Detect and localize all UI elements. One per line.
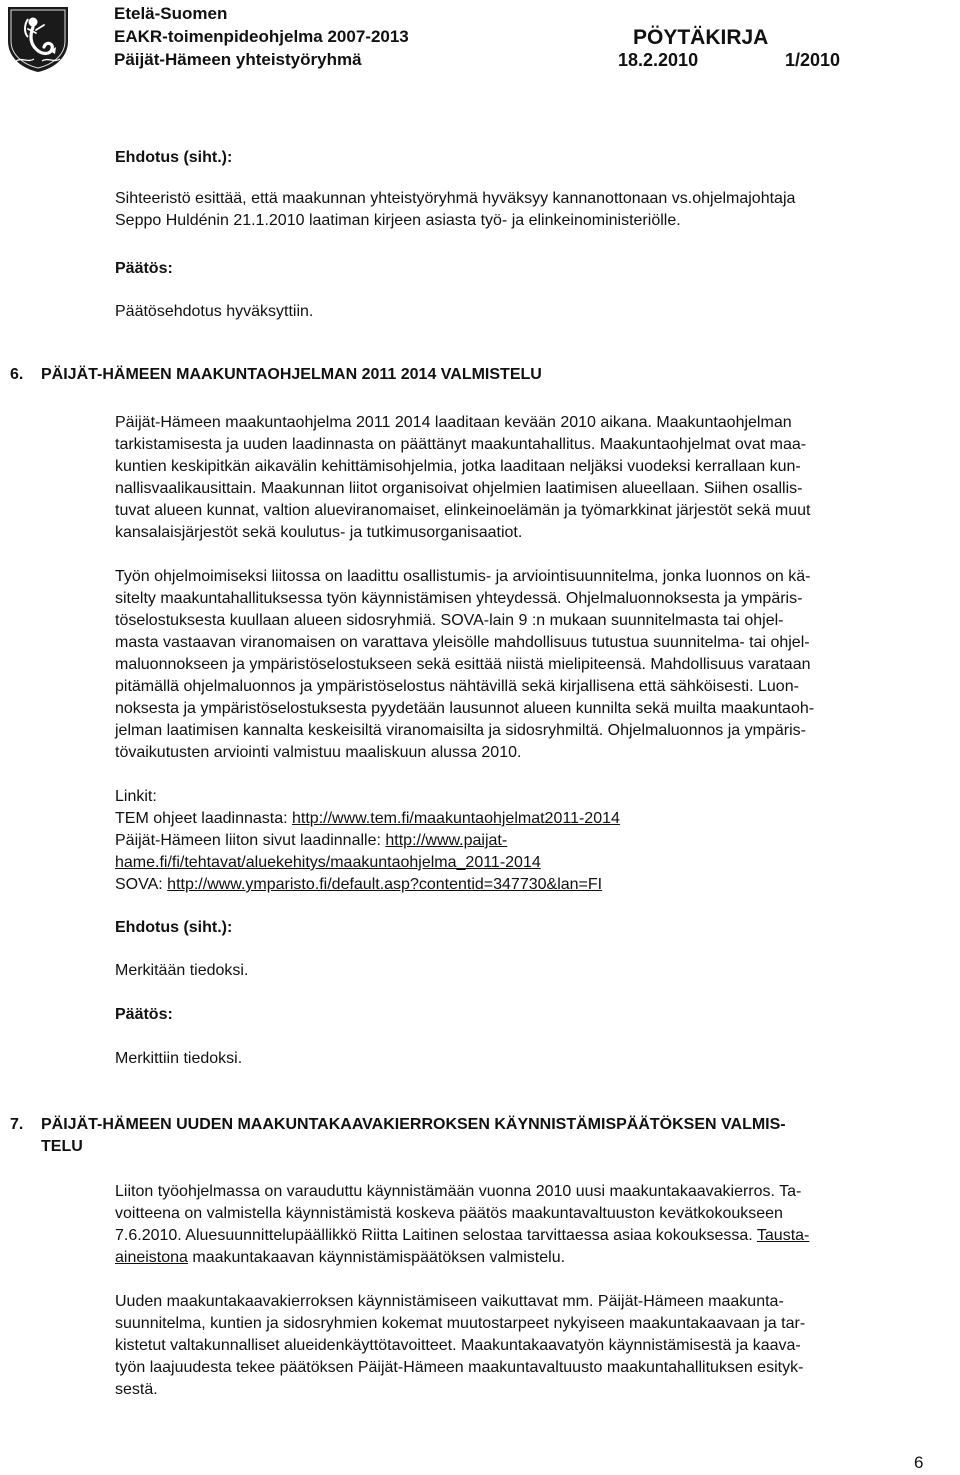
- link-label: TEM ohjeet laadinnasta:: [115, 810, 292, 827]
- section7-paragraph-2: [115, 1291, 805, 1401]
- sova-link[interactable]: http://www.ymparisto.fi/default.asp?contentid=347730&lan=FI: [167, 876, 603, 893]
- text-line: kansalaisjärjestöt sekä koulutus- ja tutkimusorganisaatiot.: [115, 524, 523, 541]
- text-line: tarkistamisesta ja uuden laadinnasta on päättänyt maakuntahallitus. Maakuntaohjelmat ovat maa-: [115, 436, 807, 453]
- links-block: [115, 786, 620, 896]
- section-title: PÄIJÄT-HÄMEEN MAAKUNTAOHJELMAN 2011 2014 VALMISTELU: [41, 366, 542, 383]
- document-header: [114, 4, 409, 73]
- proposal-text: Merkitään tiedoksi.: [115, 962, 249, 979]
- text-line: suunnitelma, kuntien ja sidosryhmien kokemat muutostarpeet nykyiseen maakuntakaavaan ja tar-: [115, 1315, 806, 1332]
- paijat-hame-link[interactable]: http://www.paijat-: [385, 832, 508, 849]
- text-line: maluonnokseen ja ympäristöselostukseen sekä esittää niistä mielipiteensä. Mahdollisuus varataan: [115, 656, 811, 673]
- header-program: EAKR-toimenpideohjelma 2007-2013: [114, 27, 409, 46]
- header-region: Etelä-Suomen: [114, 4, 228, 23]
- section6-paragraph-1: [115, 412, 811, 544]
- text-line: jelman laatimisen kannalta keskeisiltä viranomaisilta ja sidosryhmiltä. Ohjelmaluonnos ja ympäris-: [115, 722, 806, 739]
- tem-link[interactable]: http://www.tem.fi/maakuntaohjelmat2011-2014: [292, 810, 620, 827]
- text-line: sitelty maakuntahallituksessa työn käynnistämisen yhteydessä. Ohjelmaluonnoksesta ja ympäris-: [115, 590, 803, 607]
- decision-text: Päätösehdotus hyväksyttiin.: [115, 303, 314, 320]
- links-label: Linkit:: [115, 788, 157, 805]
- text-line: työn laajuudesta tekee päätöksen Päijät-Hämeen maakuntavaltuusto maakuntahallituksen esityk-: [115, 1359, 804, 1376]
- section-number: 6.: [10, 366, 24, 383]
- coat-of-arms-icon: [6, 5, 70, 73]
- section6-paragraph-2: [115, 566, 814, 764]
- decision-label: Päätös:: [115, 1006, 173, 1023]
- proposal-label: Ehdotus (siht.):: [115, 919, 233, 936]
- text-line: töselostuksesta kuullaan alueen sidosryhmiä. SOVA-lain 9 :n mukaan suunnitelmasta tai ohjel-: [115, 612, 784, 629]
- meeting-date: 18.2.2010: [618, 50, 699, 70]
- text-line: sestä.: [115, 1381, 158, 1398]
- text-line: pitämällä ohjelmaluonnos ja ympäristöselostus nähtävillä sekä kirjallisena että sähköisesti. Luon-: [115, 678, 799, 695]
- text-line: Työn ohjelmoimiseksi liitossa on laadittu osallistumis- ja arviointisuunnitelma, jonka luonnos on kä-: [115, 568, 811, 585]
- link-label: SOVA:: [115, 876, 168, 893]
- text-line: 7.6.2010. Aluesuunnittelupäällikkö Riitta Laitinen selostaa tarvittaessa asiaa kokouksessa.: [115, 1227, 757, 1244]
- text-line: Päijät-Hämeen maakuntaohjelma 2011 2014 laaditaan kevään 2010 aikana. Maakuntaohjelman: [115, 414, 792, 431]
- text-line: tuvat alueen kunnat, valtion alueviranomaiset, elinkeinoelämän ja työmarkkinat järjestöt sekä muut: [115, 502, 811, 519]
- text-line: tövaikutusten arviointi valmistuu maaliskuun alussa 2010.: [115, 744, 522, 761]
- background-material-link-continued[interactable]: aineistona: [115, 1249, 188, 1266]
- document-type: PÖYTÄKIRJA: [633, 26, 769, 49]
- section-title: [41, 1114, 786, 1158]
- proposal-label: Ehdotus (siht.):: [115, 149, 233, 166]
- header-organization: Päijät-Hämeen yhteistyöryhmä: [114, 50, 362, 69]
- background-material-link[interactable]: Tausta-: [756, 1227, 810, 1244]
- text-line: Seppo Huldénin 21.1.2010 laatiman kirjeen asiasta työ- ja elinkeinoministeriölle.: [115, 212, 681, 229]
- decision-text: Merkittiin tiedoksi.: [115, 1050, 243, 1067]
- text-line: voitteena on valmistella käynnistämistä koskeva päätös maakuntavaltuuston kevätkokoukseen: [115, 1205, 783, 1222]
- section-number: 7.: [10, 1116, 24, 1133]
- text-line: Liiton työohjelmassa on varauduttu käynnistämään vuonna 2010 uusi maakuntakaavakierros. Ta-: [115, 1183, 802, 1200]
- minutes-number: 1/2010: [785, 50, 841, 70]
- text-line: masta vastaavan viranomaisen on varattava yleisölle mahdollisuus tutustua suunnitelma- tai ohjel-: [115, 634, 810, 651]
- text-line: maakuntakaavan käynnistämispäätöksen valmistelu.: [187, 1249, 566, 1266]
- decision-label: Päätös:: [115, 260, 173, 277]
- text-line: nallisvaalikausittain. Maakunnan liitot organisoivat ohjelmien laatimisen alueellaan. Siihen osallis-: [115, 480, 803, 497]
- text-line: kuntien keskipitkän aikavälin kehittämisohjelmia, jotka laaditaan neljäksi vuodeksi kerrallaan kun-: [115, 458, 801, 475]
- paijat-hame-link-continued[interactable]: hame.fi/fi/tehtavat/aluekehitys/maakuntaohjelma_2011-2014: [115, 854, 541, 871]
- link-label: Päijät-Hämeen liiton sivut laadinnalle:: [115, 832, 386, 849]
- section7-paragraph-1: [115, 1181, 809, 1269]
- text-line: kistetut valtakunnalliset alueidenkäyttötavoitteet. Maakuntakaavatyön käynnistämisestä ja kaava-: [115, 1337, 801, 1354]
- proposal-text: [115, 188, 795, 232]
- title-line: TELU: [41, 1138, 83, 1155]
- text-line: Uuden maakuntakaavakierroksen käynnistämiseen vaikuttavat mm. Päijät-Hämeen maakunta-: [115, 1293, 784, 1310]
- text-line: noksesta ja ympäristöselostuksesta pyydetään lausunnot alueen kunnilta sekä muilta maakuntaoh-: [115, 700, 815, 717]
- title-line: PÄIJÄT-HÄMEEN UUDEN MAAKUNTAKAAVAKIERROKSEN KÄYNNISTÄMISPÄÄTÖKSEN VALMIS-: [41, 1116, 786, 1133]
- page-number: 6: [914, 1453, 924, 1472]
- text-line: Sihteeristö esittää, että maakunnan yhteistyöryhmä hyväksyy kannanottonaan vs.ohjelmajohtaja: [115, 190, 796, 207]
